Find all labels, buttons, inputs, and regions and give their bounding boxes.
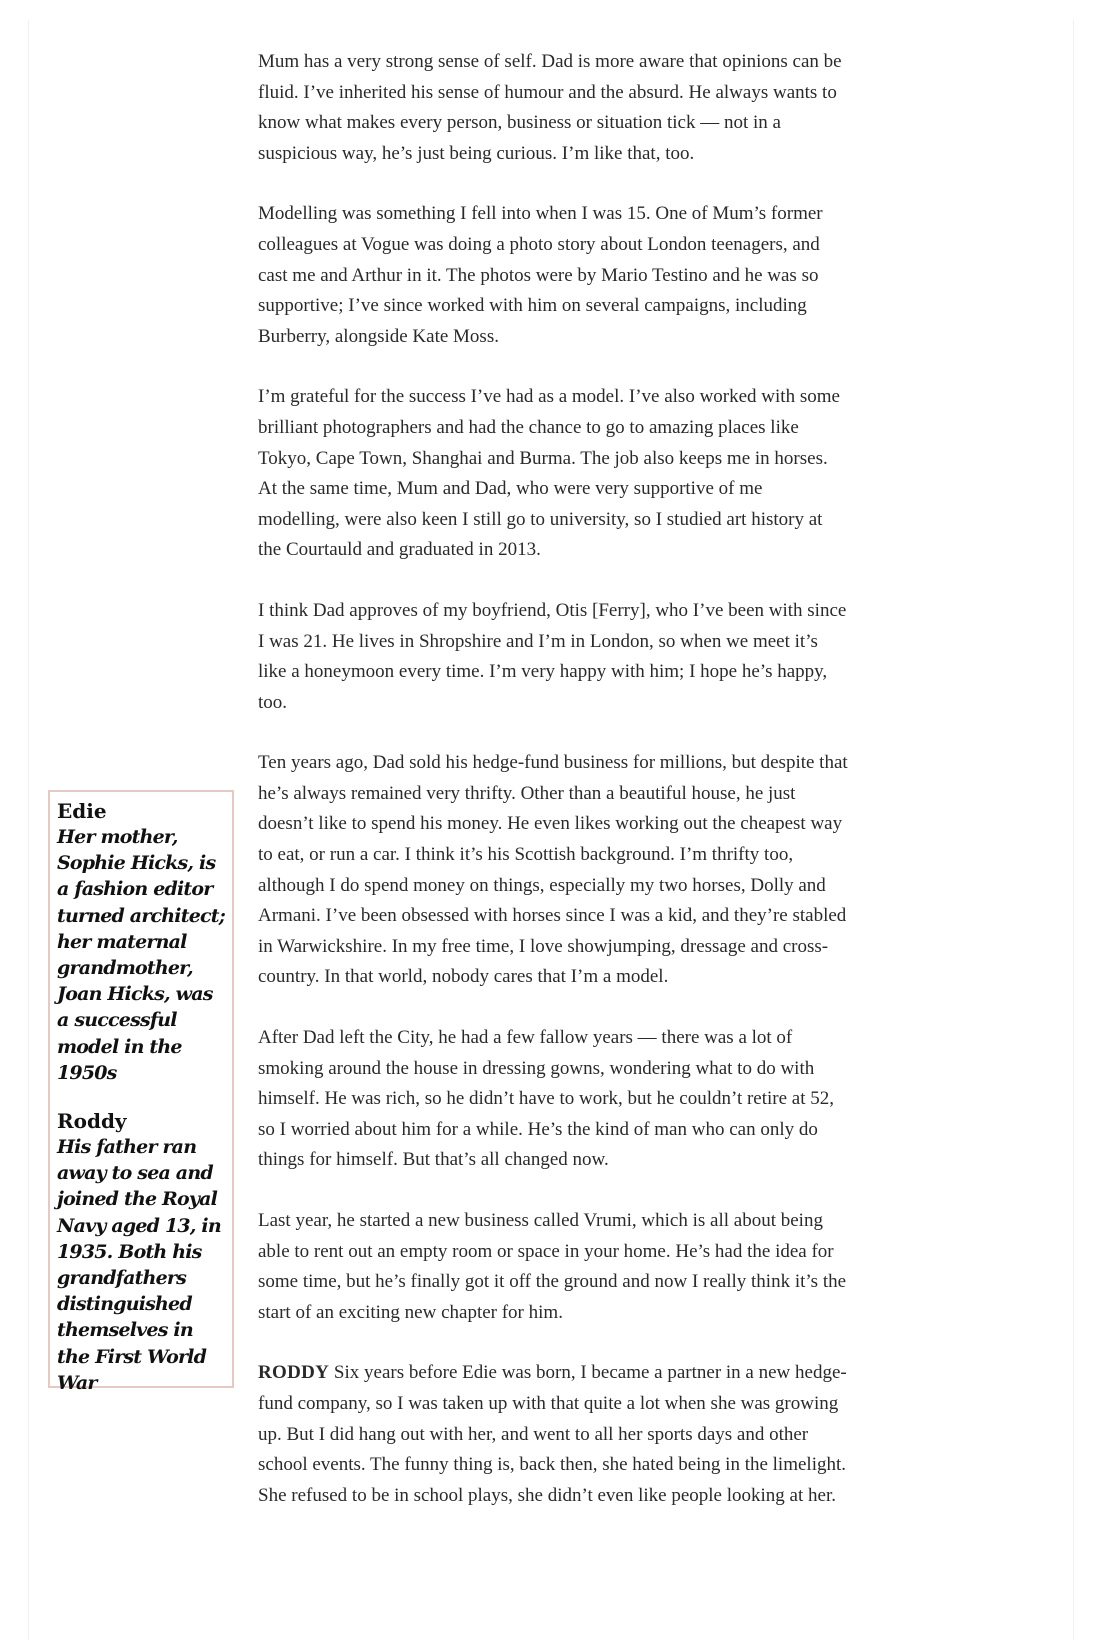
article-paragraph-2: Modelling was something I fell into when I was 15. One of Mum’s former colleagues at Vogue was doing a photo story about London teenagers, and cast me and Arthur in it. The photos were by Mario Testino and he was so supportive; I’ve since worked with him on several campaigns, including Burberry, alongside Kate Moss. [258, 203, 823, 347]
roddy-paragraph-text: Six years before Edie was born, I became a partner in a new hedge-fund company, so I was taken up with that quite a lot when she was growing up. But I did hang out with her, and went to all her sports days and other school events. The funny thing is, back then, she hated being in the limelight. She refused to be in school plays, she didn’t even like people looking at her. [258, 1362, 847, 1506]
sidebar-roddy-name: Roddy [57, 1109, 127, 1134]
sidebar-edie [57, 798, 226, 1086]
profile-sidebar [48, 790, 234, 1394]
article-paragraph-4: I think Dad approves of my boyfriend, Otis [Ferry], who I’ve been with since I was 21. He lives in Shropshire and I’m in London, so when we meet it’s like a honeymoon every time. I’m very happy with him; I hope he’s happy, too. [258, 599, 847, 713]
article-paragraph-1: Mum has a very strong sense of self. Dad is more aware that opinions can be fluid. I’ve inherited his sense of humour and the absurd. He always wants to know what makes every person, business or situation tick — not in a suspicious way, he’s just being curious. I’m like that, too. [258, 51, 842, 164]
article-paragraph-5: Ten years ago, Dad sold his hedge-fund business for millions, but despite that he’s always remained very thrifty. Other than a beautiful house, he just doesn’t like to spend his money. He even likes working out the cheapest way to eat, or run a car. I think it’s his Scottish background. I’m thrifty too, although I do spend money on things, especially my two horses, Dolly and Armani. I’ve been obsessed with horses since I was a kid, and they’re stabled in Warwickshire. In my free time, I love showjumping, dressage and cross-country. In that world, nobody cares that I’m a model. [258, 752, 848, 988]
sidebar-edie-bio: Her mother, Sophie Hicks, is a fashion editor turned architect; her maternal grandmother, Joan Hicks, was a successful model in the 1950s [57, 826, 225, 1084]
article-body [258, 47, 848, 1511]
article-paragraph-roddy [258, 1358, 848, 1511]
speaker-label: RODDY [258, 1362, 330, 1384]
sidebar-edie-name: Edie [57, 799, 107, 823]
sidebar-roddy [57, 1108, 226, 1396]
article-paragraph-6: After Dad left the City, he had a few fallow years — there was a lot of smoking around the house in dressing gowns, wondering what to do with himself. He was rich, so he didn’t have to work, but he couldn’t retire at 52, so I worried about him for a while. He’s the kind of man who can only do things for himself. But that’s all changed now. [258, 1027, 835, 1171]
sidebar-roddy-bio: His father ran away to sea and joined the Royal Navy aged 13, in 1935. Both his grandfathers distinguished themselves in the First World War [57, 1136, 221, 1394]
article-paragraph-7: Last year, he started a new business called Vrumi, which is all about being able to rent out an empty room or space in your home. He’s had the idea for some time, but he’s finally got it off the ground and now I really think it’s the start of an exciting new chapter for him. [258, 1210, 847, 1323]
article-paragraph-3: I’m grateful for the success I’ve had as a model. I’ve also worked with some brilliant photographers and had the chance to go to amazing places like Tokyo, Cape Town, Shanghai and Burma. The job also keeps me in horses. At the same time, Mum and Dad, who were very supportive of me modelling, were also keen I still go to university, so I studied art history at the Courtauld and graduated in 2013. [258, 386, 840, 561]
